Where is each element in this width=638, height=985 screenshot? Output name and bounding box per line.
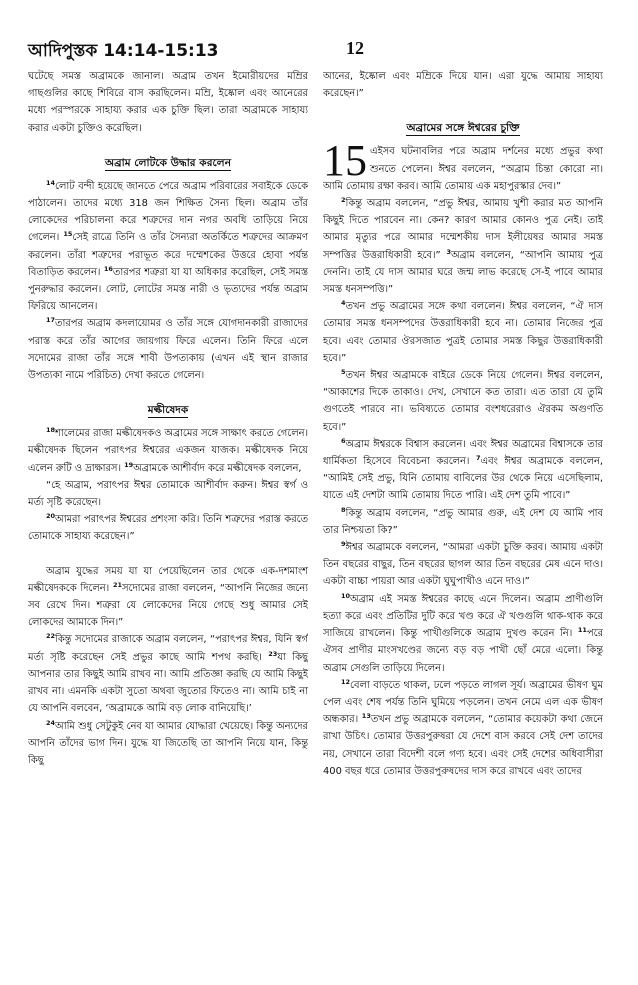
verse-text: আমি শুধু সেটুকুই নেব যা আমার যোদ্ধারা খেয়েছে। কিন্তু অন্যদের আপনি তাঁদের ভাগ দিন। যুদ্ধে যা জিতেছি তা আপনি নিয়ে যান, কিন্তু কিছু (28, 720, 308, 766)
verse-number: 18 (46, 426, 56, 435)
verse-number: 23 (268, 649, 278, 658)
verse-text: সদোমের রাজা বললেন, “আপনি নিজের জন্যে সব রেখে দিন। শত্রুরা যে লোকেদের নিয়ে গেছে শুধু আমার সেই লোকদের আমাকে দিন।” (28, 582, 308, 629)
verse-number: 17 (46, 316, 56, 325)
verse-number: 21 (112, 580, 122, 589)
verse-number: 8 (341, 505, 346, 514)
verse-paragraph (323, 298, 603, 367)
verse-text: কিন্তু অব্রাম বললেন, “প্রভু আমার গুরু, এই দেশ যে আমি পাব তার নিশ্চয়তা কি?” (323, 507, 603, 536)
verse-text: তারপর শত্রুরা যা যা অধিকার করেছিল, সেই সমস্ত পুনরুদ্ধার করলেন। লোট, লোটের সমস্ত নারী ও ভৃত্যদের পর্যন্ত অব্রাম ফিরিয়ে আনলেন। (28, 266, 308, 313)
verse-text: অব্রাম ঈশ্বরকে বিশ্বাস করলেন। এবং ঈশ্বর অব্রামের বিশ্বাসকে তার ধার্মিকতা হিসেবে বিবেচনা করলেন। (323, 438, 603, 468)
verse-number: 19 (124, 460, 134, 469)
verse-text: এইসব ঘটনাবলির পরে অব্রাম দর্শনের মধ্যে প্রভুর কথা শুনতে পেলেন। ঈশ্বর বললেন, “অব্রাম চিন্তা কোরো না। আমি তোমায় রক্ষা করব। আমি তোমায় এক মহাপুরস্কার দেব।” (323, 146, 603, 192)
verse-text: পরে ঐসব প্রাণীর মাংসখণ্ডের জন্যে বড় বড় পাখী ছোঁ মেরে এলো। কিন্তু অব্রাম সেগুলি তাড়িয়ে দিলেন। (323, 628, 603, 674)
verse-number: 24 (46, 718, 56, 727)
verse-paragraph (323, 591, 603, 677)
verse-number: 11 (577, 626, 587, 635)
verse-number: 3 (446, 247, 451, 256)
verse-text: ঈশ্বর অব্রামকে বললেন, “আমরা একটা চুক্তি করব। আমায় একটা তিন বছরের বাছুর, তিন বছরের ছাগল আর তিন বছরের মেষ এনে দাও। একটা বাচ্চা পায়রা আর একটা ঘুঘুপাখীও এনে দাও।” (323, 542, 603, 588)
verse-paragraph (323, 539, 603, 591)
verse-text: তখন ঈশ্বর অব্রামকে বাইরে ডেকে নিয়ে গেলেন। ঈশ্বর বললেন, “আকাশের দিকে তাকাও। দেখ, সেখানে কত তারা। এত তারা যে তুমি গুণতেই পারবে না। ভবিষ্যতে তোমার বংশধরেরাও ঐরকম অগুণতি হবে।” (323, 370, 603, 433)
section-heading-text: অব্রাম লোটকে উদ্ধার করলেন (104, 156, 232, 169)
verse-number: 4 (341, 299, 346, 308)
verse-number: 20 (46, 512, 56, 521)
verse-paragraph (323, 677, 603, 780)
section-heading (28, 154, 308, 172)
chapter-opening-paragraph (323, 136, 603, 195)
verse-paragraph (28, 425, 308, 477)
paragraph: আনের, ইষ্কোল এবং মম্রিকে দিয়ে যান। এরা যুদ্ধে আমায় সাহায্য করেছেন।” (323, 71, 603, 100)
section-heading (323, 119, 603, 137)
verse-paragraph (28, 563, 308, 632)
verse-text: অব্রামকে আশীর্বাদ করে মল্কীষেদক বললেন, (133, 462, 302, 474)
verse-paragraph (28, 178, 308, 316)
verse-number: 16 (103, 264, 113, 273)
verse-paragraph (28, 631, 308, 717)
verse-text: তখন প্রভু অব্রামকে বললেন, “তোমার কয়েকটা কথা জেনে রাখা উচিৎ। তোমার উত্তরপুরুষরা যে দেশে বাস করবে সেই দেশ তাদের নয়, সেখানে তারা বিদেশী বলে গণ্য হবে। এবং সেই দেশের অধিবাসীরা 400 বছর ধরে তোমার উত্তরপুরুষদের দাস করে রাখবে এবং তাদের (323, 714, 603, 777)
poetry-line: “হে অব্রাম, পরাৎপর ঈশ্বর তোমাকে আশীর্বাদ করুন। ঈশ্বর স্বর্গ ও মর্ত্য সৃষ্টি করেছেন। (28, 479, 308, 509)
page-number: 12 (346, 38, 364, 58)
verse-number: 9 (341, 540, 346, 549)
verse-text: এবং ঈশ্বর অব্রামকে বললেন, “আমিই সেই প্রভু, যিনি তোমায় বাবিলের উর থেকে নিয়ে এসেছিলাম, যাতে এই দেশটা আমি তোমায় দিতে পারি। এই দেশ তুমি পাবে।” (323, 456, 603, 502)
verse-text: অব্রাম যুদ্ধের সময় যা যা পেয়েছিলেন তার থেকে এক-দশমাংশ মল্কীষেদককে দিলেন। (28, 565, 308, 594)
section-heading-text: মল্কীষেদক (147, 404, 189, 417)
verse-text: যা কিছু আপনার তার কিছুই আমি রাখব না। আমি প্রতিজ্ঞা করছি যে আমি কিছুই রাখব না। এমনকি একটা সুতো অথবা জুতোর ফিতেও না। আমি চাই না যে আপনি বলবেন, ‘অব্রামকে আমি বড় লোক বানিয়েছি।’ (28, 651, 308, 715)
verse-paragraph (323, 367, 603, 436)
verse-text: লোট বন্দী হয়েছে জানতে পেরে অব্রাম পরিবারের সবাইকে ডেকে পাঠালেন। তাদের মধ্যে 318 জন শিক্ষিত সৈন্য ছিল। অব্রাম তাঁর লোকেদের পরিচালনা করে শত্রুদের দান নগর অবধি তাড়িয়ে নিয়ে গেলেন। (28, 180, 308, 244)
section-heading (28, 401, 308, 419)
verse-paragraph (323, 505, 603, 539)
book-reference: আদিপুস্তক 14:14-15:13 (28, 41, 219, 61)
right-column (323, 68, 603, 973)
verse-text: তারপর অব্রাম কদলায়োমর ও তাঁর সঙ্গে যোগদানকারী রাজাদের পরাস্ত করে তাঁর আগের জায়গায় ফিরে এলেন। তিনি ফিরে এলে সদোমের রাজা তাঁর সঙ্গে শাবী উপত্যকায় (এখন এই স্থান রাজার উপত্যকা নামে পরিচিত) দেখা করতে গেলেন। (28, 318, 308, 382)
page-header (28, 38, 608, 64)
verse-number: 6 (341, 436, 346, 445)
verse-paragraph (28, 315, 308, 384)
verse-text: শালেমের রাজা মল্কীষেদকও অব্রামের সঙ্গে সাক্ষাৎ করতে গেলেন। মল্কীষেদক ছিলেন পরাৎপর ঈশ্বরের একজন যাজক। মল্কীষেদক নিয়ে এলেন রুটি ও দ্রাক্ষারস। (28, 428, 308, 474)
verse-text: অব্রাম এই সমস্ত ঈশ্বরের কাছে এনে দিলেন। অব্রাম প্রাণীগুলি হত্যা করে এবং প্রতিটির দুটি করে খণ্ড করে ঐ খণ্ডগুলি থাক-থাক করে সাজিয়ে রাখলেন। কিন্তু পাখীগুলিকে অব্রাম দুখণ্ড করেন নি। (323, 593, 603, 640)
verse-text: তখন প্রভু অব্রামের সঙ্গে কথা বললেন। ঈশ্বর বললেন, “ঐ দাস তোমার সমস্ত ধনসম্পদের উত্তরাধিকারী হবে না। তোমার নিজের পুত্র হবে। এবং তোমার ঔরসজাত পুত্রই তোমার সমস্ত কিছুর উত্তরাধিকারী হবে।” (323, 301, 603, 364)
section-heading-text: অব্রামের সঙ্গে ঈশ্বরের চুক্তি (406, 122, 520, 135)
verse-text: কিন্তু সদোমের রাজাকে অব্রাম বললেন, “পরাৎপর ঈশ্বর, যিনি স্বর্গ মর্ত্য সৃষ্টি করেছেন সেই প্রভুর কাছে আমি শপথ করছি। (28, 634, 308, 663)
verse-paragraph (323, 195, 603, 298)
verse-number: 13 (361, 712, 371, 721)
verse-number: 12 (341, 677, 351, 686)
verse-text: সেই রাত্রে তিনি ও তাঁর সৈন্যরা অতর্কিতে শত্রুদের আক্রমণ করলেন। তাঁরা শত্রুদের পরাভূত করে দম্মেশকের উত্তরে হোবা পর্যন্ত বিতাড়িত করলেন। (28, 232, 308, 278)
verse-paragraph (28, 718, 308, 770)
left-column (28, 68, 308, 973)
verse-number: 5 (341, 368, 346, 377)
verse-text: কিন্তু অব্রাম বললেন, “প্রভু ঈশ্বর, আমায় খুশী করার মত আপনি কিছুই দিতে পারবেন না। কেন? কারণ আমার কোনও পুত্র নেই। তাই আমার মৃত্যুর পরে আমার দম্মেশকীয় দাস ইলীয়েষর আমার সমস্ত সম্পত্তির উত্তরাধিকারী হবে।” (323, 198, 603, 261)
verse-number: 10 (341, 591, 351, 600)
verse-paragraph (323, 436, 603, 505)
verse-number: 14 (46, 178, 56, 187)
verse-text: বেলা বাড়তে থাকল, ঢলে পড়তে লাগল সূর্য। অব্রামের ভীষণ ঘুম পেল এবং শেষ পর্যন্ত তিনি ঘুমিয়ে পড়লেন। তখন নেমে এল এক ভীষণ অন্ধকার। (323, 679, 603, 726)
verse-number: 22 (46, 632, 56, 641)
poetry-line (28, 511, 308, 545)
verse-number: 2 (341, 196, 346, 205)
paragraph: ঘটেছে সমস্ত অব্রামকে জানাল। অব্রাম তখন ইমোরীয়দের মম্রির গাছগুলির কাছে শিবিরে বাস করছিলেন। মম্রি, ইষ্কোল এবং আনেরের মধ্যে পরস্পরকে সাহায্য করার এক চুক্তি ছিল। তারা অব্রামকে সাহায্য করার একটা চুক্তিও করেছিল। (28, 71, 308, 134)
verse-text: অব্রাম বললেন, “আপনি আমায় পুত্র দেননি। তাই যে দাস আমার ঘরে জন্ম লাভ করেছে সে-ই পাবে আমার সমস্ত ধনসম্পত্তি।” (323, 249, 603, 296)
verse-number: 15 (63, 230, 73, 239)
verse-text: আমরা পরাৎপর ঈশ্বরের প্রশংসা করি। তিনি শত্রুদের পরাস্ত করতে তোমাকে সাহায্য করেছেন।” (28, 514, 308, 543)
chapter-number: 15 (323, 136, 367, 186)
verse-number: 7 (476, 454, 481, 463)
